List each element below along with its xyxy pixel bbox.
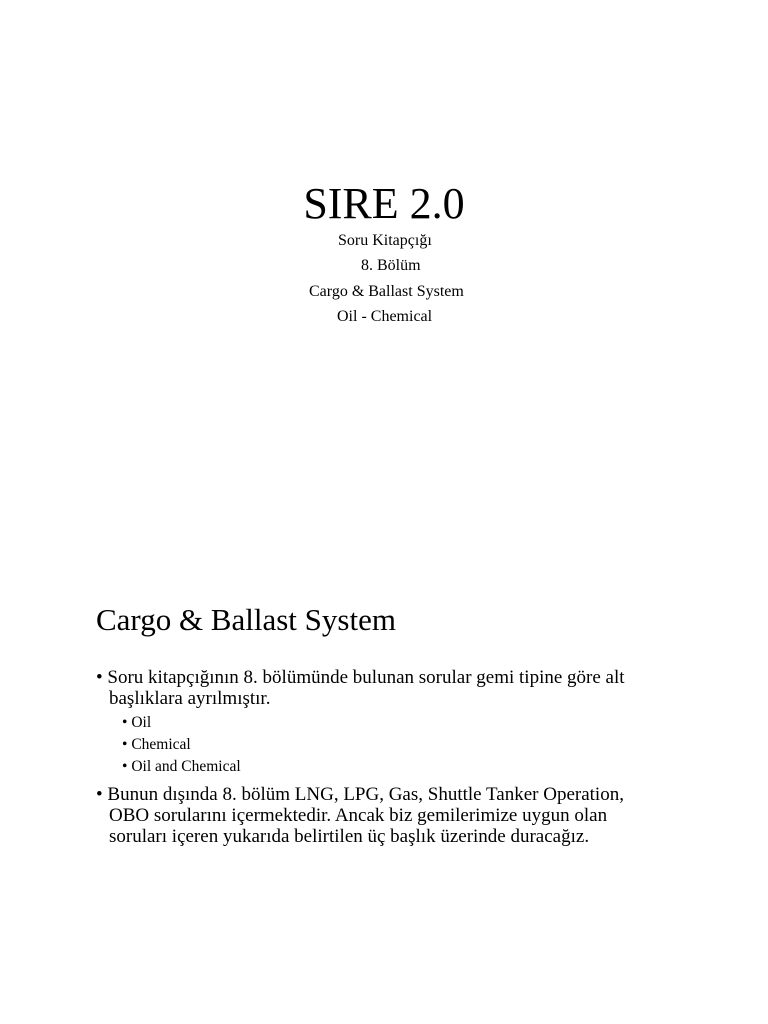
bullet-marker: • [122,714,128,731]
vessel-type-label: Oil - Chemical [337,308,433,325]
bullet-item [96,667,696,709]
sub-bullet-item [122,756,241,778]
bullet-text: Bunun dışında 8. bölüm LNG, LPG, Gas, Shuttle Tanker Operation, [107,784,624,805]
bullet-text-continued: OBO sorularını içermektedir. Ancak biz gemilerimize uygun olan [109,805,608,826]
bullet-text-continued: başlıklara ayrılmıştır. [109,688,271,709]
sub-bullet-text: Chemical [131,736,191,753]
sub-bullet-text: Oil [131,714,152,731]
sub-bullet-item [122,712,241,734]
slide-title: SIRE 2.0 [303,179,465,228]
bullet-marker: • [122,736,128,753]
bullet-marker: • [122,758,128,775]
content-slide [0,512,768,1024]
booklet-label: Soru Kitapçığı [338,232,432,249]
chapter-label: 8. Bölüm [361,257,421,274]
topic-label: Cargo & Ballast System [309,283,464,300]
sub-bullet-text: Oil and Chemical [131,758,241,775]
bullet-text-continued: soruları içeren yukarıda belirtilen üç başlık üzerinde duracağız. [109,826,590,847]
bullet-text: Soru kitapçığının 8. bölümünde bulunan sorular gemi tipine göre alt [107,667,625,688]
sub-bullet-list [122,712,241,778]
bullet-item [96,784,696,847]
bullet-marker: • [96,784,103,805]
bullet-line [96,667,696,688]
section-heading: Cargo & Ballast System [96,602,396,637]
bullet-marker: • [96,667,103,688]
bullet-line [96,784,696,805]
sub-bullet-item [122,734,241,756]
